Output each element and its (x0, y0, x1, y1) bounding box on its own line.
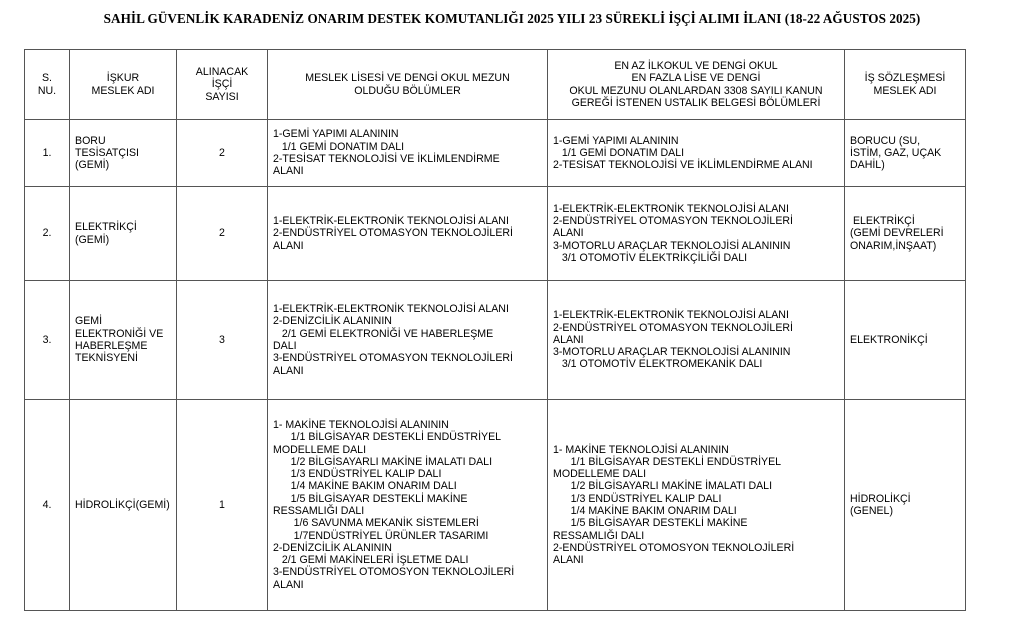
header-row (25, 50, 966, 120)
meslek-adi-cell: HİDROLİKÇİ(GEMİ) (70, 400, 177, 611)
table-row (25, 400, 966, 611)
meslek-lisesi-cell: 1-ELEKTRİK-ELEKTRONİK TEKNOLOJİSİ ALANI 2-ENDÜSTRİYEL OTOMASYON TEKNOLOJİLERİ ALANI (268, 187, 548, 281)
is-sozlesmesi-cell: ELEKTRİKÇİ (GEMİ DEVRELERİ ONARIM,İNŞAAT) (845, 187, 966, 281)
header-isci-sayisi: ALINACAK İŞÇİ SAYISI (177, 50, 268, 120)
meslek-adi-cell: GEMİ ELEKTRONİĞİ VE HABERLEŞME TEKNİSYENİ (70, 281, 177, 400)
is-sozlesmesi-cell: HİDROLİKÇİ (GENEL) (845, 400, 966, 611)
ustalik-belgesi-cell: 1-ELEKTRİK-ELEKTRONİK TEKNOLOJİSİ ALANI 2-ENDÜSTRİYEL OTOMASYON TEKNOLOJİLERİ ALANI 3-MOTORLU ARAÇLAR TEKNOLOJİSİ ALANININ 3/1 OTOMOTİV ELEKTROMEKANİK DALI (548, 281, 845, 400)
ustalik-belgesi-cell: 1-GEMİ YAPIMI ALANININ 1/1 GEMİ DONATIM DALI 2-TESİSAT TEKNOLOJİSİ VE İKLİMLENDİRME ALANI (548, 120, 845, 187)
table-row (25, 281, 966, 400)
ustalik-belgesi-cell: 1-ELEKTRİK-ELEKTRONİK TEKNOLOJİSİ ALANI 2-ENDÜSTRİYEL OTOMASYON TEKNOLOJİLERİ ALANI 3-MOTORLU ARAÇLAR TEKNOLOJİSİ ALANININ 3/1 OTOMOTİV ELEKTRİKÇİLİĞİ DALI (548, 187, 845, 281)
row-number: 3. (25, 281, 70, 400)
row-number: 4. (25, 400, 70, 611)
table-row (25, 187, 966, 281)
header-ustalik-belgesi: EN AZ İLKOKUL VE DENGİ OKUL EN FAZLA LİSE VE DENGİ OKUL MEZUNU OLANLARDAN 3308 SAYILI KANUN GEREĞİ İSTENEN USTALIK BELGESİ BÖLÜMLERİ (548, 50, 845, 120)
isci-sayisi-cell: 2 (177, 120, 268, 187)
is-sozlesmesi-cell: ELEKTRONİKÇİ (845, 281, 966, 400)
isci-sayisi-cell: 1 (177, 400, 268, 611)
job-listing-table (24, 49, 966, 611)
table-row (25, 120, 966, 187)
meslek-adi-cell: ELEKTRİKÇİ (GEMİ) (70, 187, 177, 281)
header-meslek-lisesi: MESLEK LİSESİ VE DENGİ OKUL MEZUN OLDUĞU BÖLÜMLER (268, 50, 548, 120)
header-is-sozlesmesi: İŞ SÖZLEŞMESİ MESLEK ADI (845, 50, 966, 120)
meslek-adi-cell: BORU TESİSATÇISI (GEMİ) (70, 120, 177, 187)
meslek-lisesi-cell: 1- MAKİNE TEKNOLOJİSİ ALANININ 1/1 BİLGİSAYAR DESTEKLİ ENDÜSTRİYEL MODELLEME DALI 1/2 BİLGİSAYARLI MAKİNE İMALATI DALI 1/3 ENDÜSTRİYEL KALIP DALI 1/4 MAKİNE BAKIM ONARIM DALI 1/5 BİLGİSAYAR DESTEKLİ MAKİNE RESSAMLIĞI DALI 1/6 SAVUNMA MEKANİK SİSTEMLERİ 1/7ENDÜSTRİYEL ÜRÜNLER TASARIMI 2-DENİZCİLİK ALANININ 2/1 GEMİ MAKİNELERİ İŞLETME DALI 3-ENDÜSTRİYEL OTOMOSYON TEKNOLOJİLERİ ALANI (268, 400, 548, 611)
row-number: 1. (25, 120, 70, 187)
isci-sayisi-cell: 3 (177, 281, 268, 400)
header-meslek-adi: İŞKUR MESLEK ADI (70, 50, 177, 120)
isci-sayisi-cell: 2 (177, 187, 268, 281)
meslek-lisesi-cell: 1-GEMİ YAPIMI ALANININ 1/1 GEMİ DONATIM DALI 2-TESİSAT TEKNOLOJİSİ VE İKLİMLENDİRME ALANI (268, 120, 548, 187)
row-number: 2. (25, 187, 70, 281)
ustalik-belgesi-cell: 1- MAKİNE TEKNOLOJİSİ ALANININ 1/1 BİLGİSAYAR DESTEKLİ ENDÜSTRİYEL MODELLEME DALI 1/2 BİLGİSAYARLI MAKİNE İMALATI DALI 1/3 ENDÜSTRİYEL KALIP DALI 1/4 MAKİNE BAKIM ONARIM DALI 1/5 BİLGİSAYAR DESTEKLİ MAKİNE RESSAMLIĞI DALI 2-ENDÜSTRİYEL OTOMOSYON TEKNOLOJİLERİ ALANI (548, 400, 845, 611)
document-title: SAHİL GÜVENLİK KARADENİZ ONARIM DESTEK KOMUTANLIĞI 2025 YILI 23 SÜREKLİ İŞÇİ ALIMI İLANI (18-22 AĞUSTOS 2025) (103, 11, 921, 26)
header-no: S. NU. (25, 50, 70, 120)
is-sozlesmesi-cell: BORUCU (SU, İSTİM, GAZ, UÇAK DAHİL) (845, 120, 966, 187)
meslek-lisesi-cell: 1-ELEKTRİK-ELEKTRONİK TEKNOLOJİSİ ALANI 2-DENİZCİLİK ALANININ 2/1 GEMİ ELEKTRONİĞİ VE HABERLEŞME DALI 3-ENDÜSTRİYEL OTOMASYON TEKNOLOJİLERİ ALANI (268, 281, 548, 400)
